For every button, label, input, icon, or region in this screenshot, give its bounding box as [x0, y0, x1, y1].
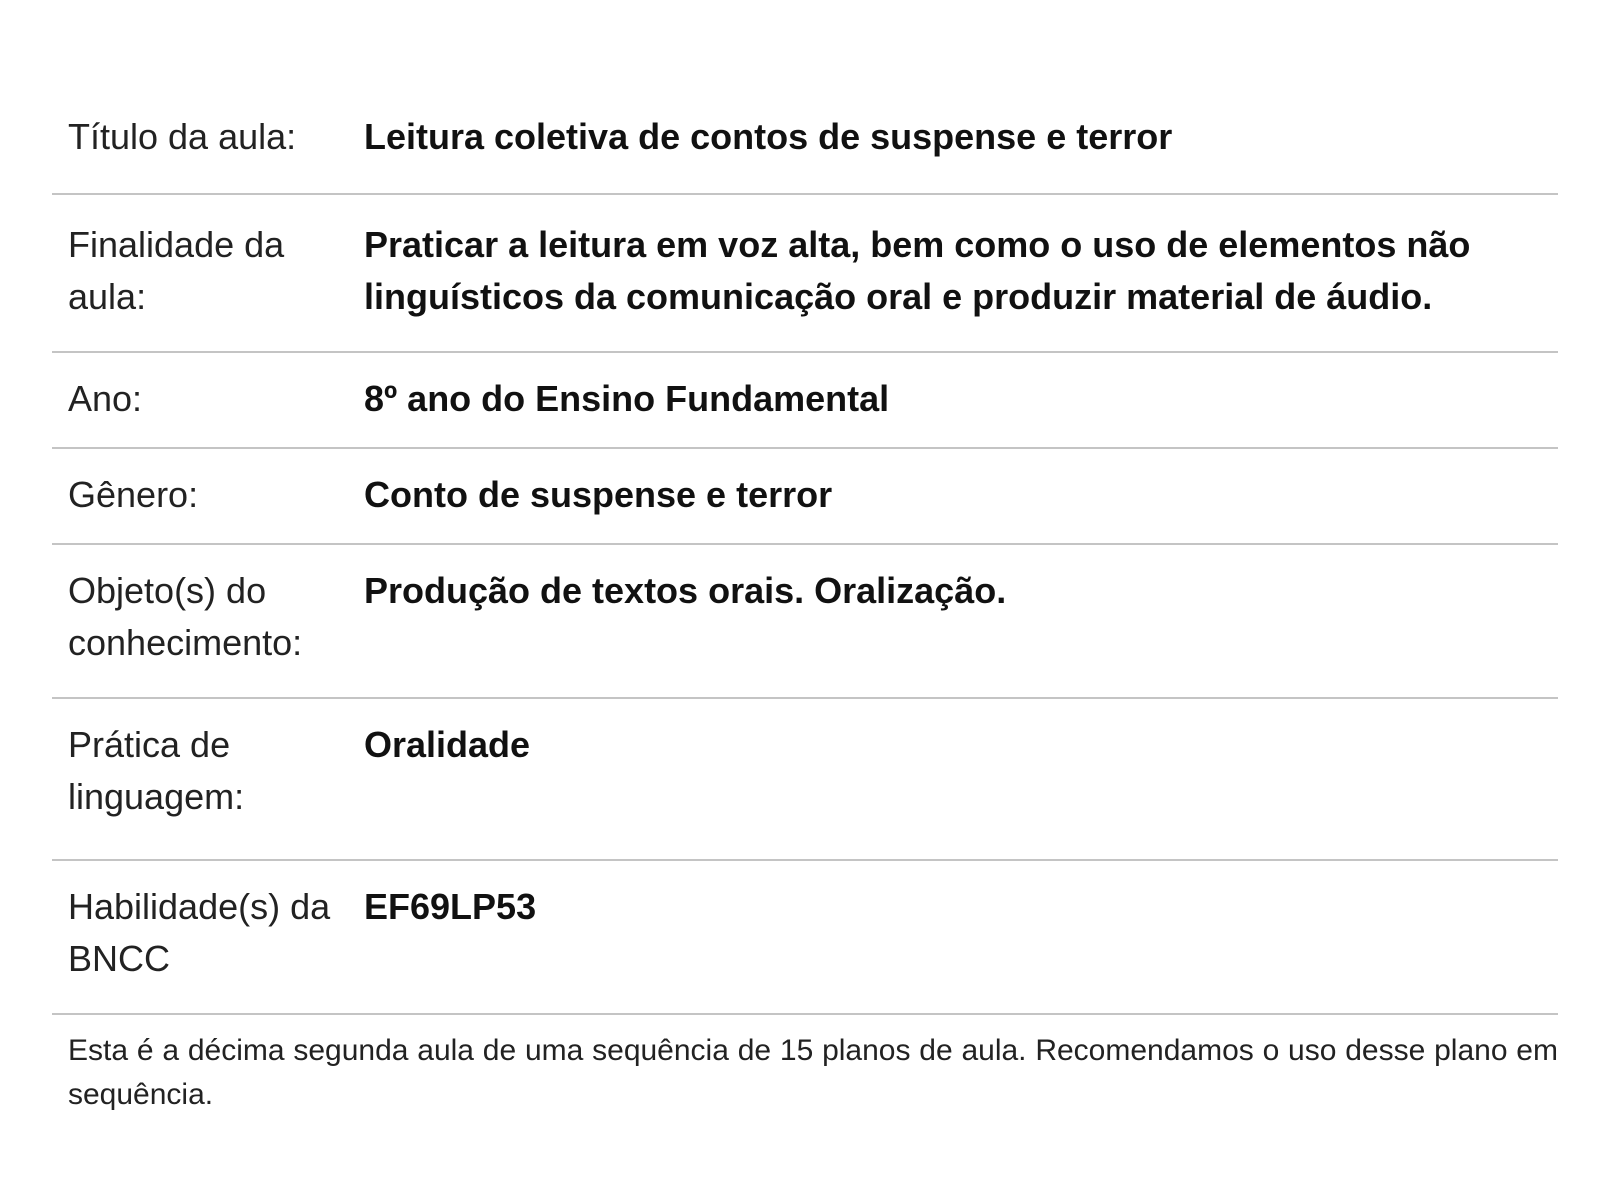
genre-value: Conto de suspense e terror: [364, 474, 833, 515]
knowledge-objects-label: Objeto(s) do conhecimento:: [68, 570, 303, 663]
bncc-skills-label: Habilidade(s) da BNCC: [68, 886, 331, 979]
knowledge-objects-value: Produção de textos orais. Oralização.: [364, 570, 1007, 611]
row-language-practice: [52, 699, 1558, 861]
lesson-info-table: [52, 85, 1558, 1015]
row-lesson-purpose: [52, 195, 1558, 353]
school-year-label: Ano:: [68, 378, 143, 419]
lesson-purpose-label: Finalidade da aula:: [68, 224, 285, 317]
lesson-title-value: Leitura coletiva de contos de suspense e terror: [364, 116, 1173, 157]
school-year-value: 8º ano do Ensino Fundamental: [364, 378, 890, 419]
language-practice-label: Prática de linguagem:: [68, 724, 245, 817]
genre-label: Gênero:: [68, 474, 199, 515]
sequence-footnote: Esta é a décima segunda aula de uma sequência de 15 planos de aula. Recomendamos o uso desse plano em sequência.: [68, 1034, 1558, 1111]
row-lesson-title: [52, 85, 1558, 195]
row-knowledge-objects: [52, 545, 1558, 699]
lesson-title-label: Título da aula:: [68, 116, 297, 157]
language-practice-value: Oralidade: [364, 724, 531, 765]
row-school-year: [52, 353, 1558, 449]
bncc-skills-value: EF69LP53: [364, 886, 537, 927]
row-genre: [52, 449, 1558, 545]
row-bncc-skills: [52, 861, 1558, 1015]
lesson-purpose-value: Praticar a leitura em voz alta, bem como o uso de elementos não linguísticos da comunicação oral e produzir material de áudio.: [364, 224, 1471, 317]
